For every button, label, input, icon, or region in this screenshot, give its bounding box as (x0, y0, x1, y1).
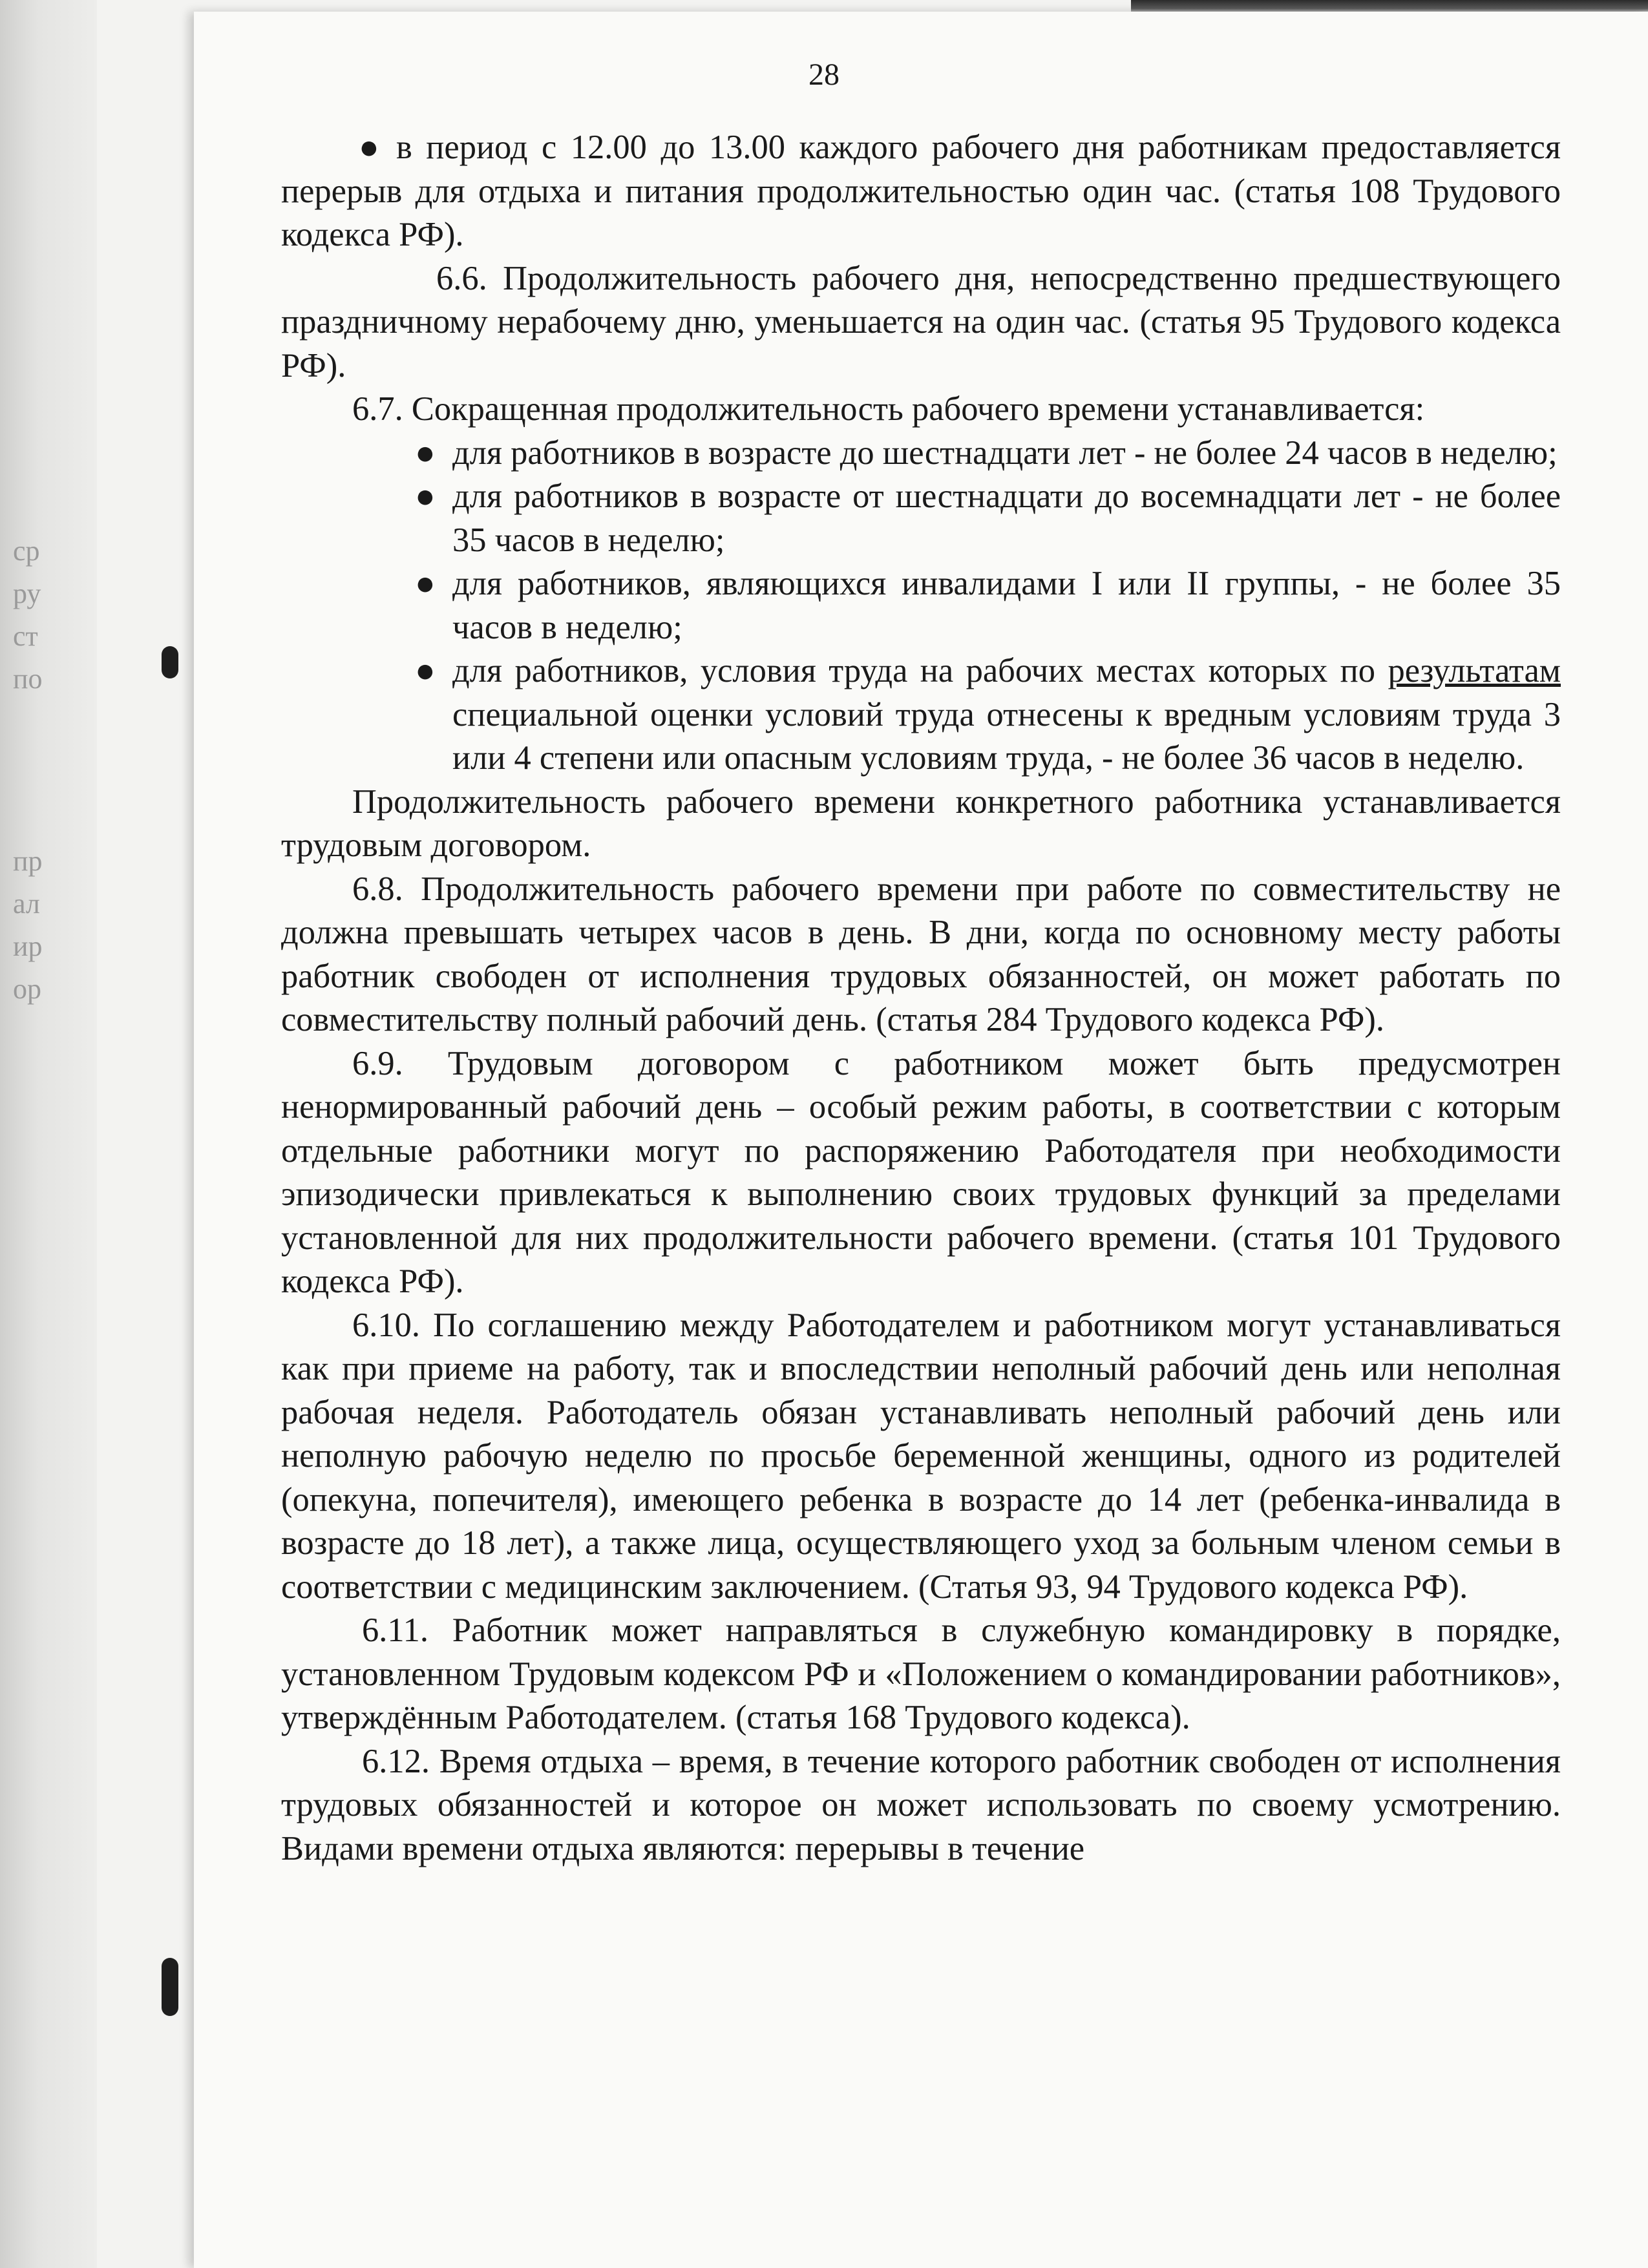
scan-left-margin (0, 0, 97, 2268)
document-body (281, 126, 1561, 1871)
paragraph-6-10: 6.10. По соглашению между Работодателем и работником могут устанавливаться как при приеме на работу, так и впоследствии неполный рабочий день или неполная рабочая неделя. Работодатель обязан устанавливать неполный рабочий день или неполную рабочую неделю по просьбе беременной женщины, одного из родителей (опекуна, попечителя), имеющего ребенка в возрасте до 14 лет (ребенка-инвалида в возрасте до 18 лет), а также лица, осуществляющего уход за больным членом семьи в соответствии с медицинским заключением. (Статья 93, 94 Трудового кодекса РФ). (281, 1306, 1561, 1606)
bleed-through-text: ср ру ст по (13, 535, 43, 695)
page-number: 28 (808, 58, 840, 92)
bullet-icon: ● (415, 478, 436, 515)
paragraph-6-8: 6.8. Продолжительность рабочего времени при работе по совместительству не должна превышать четырех часов в день. В дни, когда по основному месту работы работник свободен от исполнения трудовых обязанностей, он может работать по совместительству полный рабочий день. (статья 284 Трудового кодекса РФ). (281, 870, 1561, 1038)
paragraph-6-9: 6.9. Трудовым договором с работником может быть предусмотрен ненормированный рабочий день – особый режим работы, в соответствии с которым отдельные работники могут по распоряжению Работодателя при необходимости эпизодически привлекаться к выполнению своих трудовых функций за пределами установленной для них продолжительности рабочего времени. (статья 101 Трудового кодекса РФ). (281, 1044, 1561, 1300)
paragraph-6-12: 6.12. Время отдыха – время, в течение которого работник свободен от исполнения трудовых обязанностей и которое он может использовать по своему усмотрению. Видами времени отдыха являются: перерывы в течение (281, 1742, 1561, 1867)
bleed-through-text: пр ал ир ор (13, 845, 43, 1005)
bullet-item: ● для работников в возрасте до шестнадцати лет - не более 24 часов в неделю; (281, 432, 1561, 476)
bullet-icon: ● (415, 652, 436, 689)
paragraph-6-6: 6.6. Продолжительность рабочего дня, непосредственно предшествующего праздничному нерабочему дню, уменьшается на один час. (статья 95 Трудового кодекса РФ). (281, 259, 1561, 384)
bullet-item: ● для работников, являющихся инвалидами I или II группы, - не более 35 часов в неделю; (281, 562, 1561, 649)
underlined-word: результатам (1388, 652, 1561, 689)
bullet-item: ● для работников в возрасте от шестнадцати до восемнадцати лет - не более 35 часов в неделю; (281, 475, 1561, 562)
paragraph-6-11: 6.11. Работник может направляться в служебную командировку в порядке, установленном Трудовым кодексом РФ и «Положением о командировании работников», утверждённым Работодателем. (статья 168 Трудового кодекса). (281, 1612, 1561, 1736)
paragraph-6-7: 6.7. Сокращенная продолжительность рабочего времени устанавливается: (352, 390, 1425, 428)
paragraph-working-time: Продолжительность рабочего времени конкретного работника устанавливается трудовым договором. (281, 782, 1561, 864)
paragraph-lunch-break: ● в период с 12.00 до 13.00 каждого рабочего дня работникам предоставляется перерыв для отдыха и питания продолжительностью один час. (статья 108 Трудового кодекса РФ). (281, 126, 1561, 257)
bullet-icon: ● (415, 434, 436, 472)
bullet-icon: ● (415, 565, 436, 602)
binder-hole (162, 646, 178, 678)
binder-hole (162, 1958, 178, 2016)
bullet-item: ● для работников, условия труда на рабочих местах которых по результатам специальной оценки условий труда отнесены к вредным условиям труда 3 или 4 степени или опасным условиям труда, - не более 36 часов в неделю. (281, 649, 1561, 781)
bullet-icon: ● (359, 129, 379, 166)
